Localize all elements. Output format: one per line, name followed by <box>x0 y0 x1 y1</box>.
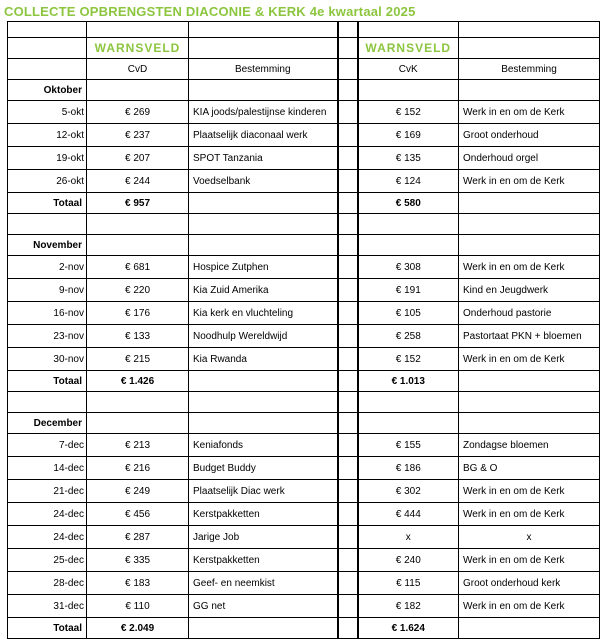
total-row <box>8 618 600 639</box>
cvk-amount: € 152 <box>358 348 459 371</box>
separator-cell <box>338 193 358 214</box>
empty-cell <box>459 193 600 214</box>
table-row <box>8 302 600 325</box>
total-cvd: € 1.426 <box>87 371 189 392</box>
date-cell: 26-okt <box>8 170 87 193</box>
separator-cell <box>338 413 358 434</box>
date-cell: 21-dec <box>8 480 87 503</box>
separator-cell <box>338 124 358 147</box>
cvd-destination: Kia Zuid Amerika <box>189 279 338 302</box>
cvd-amount: € 133 <box>87 325 189 348</box>
cvd-destination: Jarige Job <box>189 526 338 549</box>
cvd-amount: € 456 <box>87 503 189 526</box>
spacer-row <box>8 392 600 413</box>
separator-cell <box>338 279 358 302</box>
cvk-amount: € 169 <box>358 124 459 147</box>
table-row <box>8 526 600 549</box>
cvk-amount: € 186 <box>358 457 459 480</box>
cvk-amount: € 182 <box>358 595 459 618</box>
separator-cell <box>338 101 358 124</box>
cvd-amount: € 215 <box>87 348 189 371</box>
separator-cell <box>338 572 358 595</box>
date-cell: 30-nov <box>8 348 87 371</box>
empty-cell <box>358 235 459 256</box>
cvd-amount: € 110 <box>87 595 189 618</box>
date-cell: 24-dec <box>8 526 87 549</box>
right-location: WARNSVELD <box>358 38 459 59</box>
empty-cell <box>459 413 600 434</box>
cvd-amount: € 207 <box>87 147 189 170</box>
month-label: December <box>8 413 87 434</box>
date-cell: 5-okt <box>8 101 87 124</box>
separator-cell <box>338 348 358 371</box>
table-row <box>8 457 600 480</box>
separator-cell <box>338 618 358 639</box>
cvd-destination: Keniafonds <box>189 434 338 457</box>
table-row <box>8 279 600 302</box>
cvk-destination: Pastortaat PKN + bloemen <box>459 325 600 348</box>
cvd-destination: Noodhulp Wereldwijd <box>189 325 338 348</box>
cvd-amount: € 681 <box>87 256 189 279</box>
cvk-destination: Werk in en om de Kerk <box>459 348 600 371</box>
cvk-destination: x <box>459 526 600 549</box>
empty-cell <box>189 392 338 413</box>
cvd-amount: € 287 <box>87 526 189 549</box>
month-label: November <box>8 235 87 256</box>
header-cvd: CvD <box>87 59 189 80</box>
date-cell: 25-dec <box>8 549 87 572</box>
total-cvk: € 1.624 <box>358 618 459 639</box>
cvd-destination: Plaatselijk Diac werk <box>189 480 338 503</box>
cvk-destination: Werk in en om de Kerk <box>459 170 600 193</box>
cvd-destination: Kerstpakketten <box>189 549 338 572</box>
separator-cell <box>338 371 358 392</box>
separator-cell <box>338 302 358 325</box>
separator-cell <box>338 595 358 618</box>
column-header-row <box>8 59 600 80</box>
total-row <box>8 371 600 392</box>
empty-cell <box>459 392 600 413</box>
month-row <box>8 80 600 101</box>
total-cvk: € 580 <box>358 193 459 214</box>
month-label: Oktober <box>8 80 87 101</box>
top-spacer-row <box>8 22 600 38</box>
empty-cell <box>459 371 600 392</box>
total-label: Totaal <box>8 193 87 214</box>
date-cell: 28-dec <box>8 572 87 595</box>
spacer-row <box>8 214 600 235</box>
separator-cell <box>338 325 358 348</box>
separator-cell <box>338 549 358 572</box>
cvd-destination: Budget Buddy <box>189 457 338 480</box>
separator-cell <box>338 235 358 256</box>
empty-cell <box>459 214 600 235</box>
empty-cell <box>358 80 459 101</box>
table-row <box>8 348 600 371</box>
page-title: COLLECTE OPBRENGSTEN DIACONIE & KERK 4e kwartaal 2025 <box>4 4 416 19</box>
empty-cell <box>87 413 189 434</box>
cvk-destination: Werk in en om de Kerk <box>459 595 600 618</box>
empty-cell <box>189 371 338 392</box>
cvk-amount: € 115 <box>358 572 459 595</box>
empty-cell <box>8 392 87 413</box>
empty-cell <box>87 235 189 256</box>
separator-cell <box>338 480 358 503</box>
header-cvk: CvK <box>358 59 459 80</box>
empty-cell <box>338 214 358 235</box>
cvk-amount: € 124 <box>358 170 459 193</box>
cvk-destination: Werk in en om de Kerk <box>459 503 600 526</box>
empty-cell <box>87 392 189 413</box>
cvk-destination: Werk in en om de Kerk <box>459 480 600 503</box>
cvd-amount: € 244 <box>87 170 189 193</box>
cvk-amount: € 444 <box>358 503 459 526</box>
cvk-destination: Onderhoud pastorie <box>459 302 600 325</box>
empty-cell <box>8 214 87 235</box>
cvd-amount: € 335 <box>87 549 189 572</box>
cvd-amount: € 269 <box>87 101 189 124</box>
total-cvd: € 2.049 <box>87 618 189 639</box>
table-row <box>8 256 600 279</box>
separator-cell <box>338 526 358 549</box>
empty-cell <box>459 235 600 256</box>
cvk-amount: x <box>358 526 459 549</box>
separator-cell <box>338 147 358 170</box>
cvk-destination: Werk in en om de Kerk <box>459 101 600 124</box>
cvk-destination: Onderhoud orgel <box>459 147 600 170</box>
separator-cell <box>338 457 358 480</box>
cvk-destination: Werk in en om de Kerk <box>459 549 600 572</box>
empty-cell <box>87 80 189 101</box>
cvd-destination: Kerstpakketten <box>189 503 338 526</box>
total-label: Totaal <box>8 618 87 639</box>
cvd-amount: € 216 <box>87 457 189 480</box>
left-location: WARNSVELD <box>87 38 189 59</box>
empty-cell <box>87 214 189 235</box>
total-label: Totaal <box>8 371 87 392</box>
date-cell: 7-dec <box>8 434 87 457</box>
cvd-destination: Kia kerk en vluchteling <box>189 302 338 325</box>
cvd-destination: GG net <box>189 595 338 618</box>
empty-cell <box>189 80 338 101</box>
cvd-amount: € 213 <box>87 434 189 457</box>
cvk-amount: € 135 <box>358 147 459 170</box>
empty-cell <box>358 214 459 235</box>
table-row <box>8 480 600 503</box>
table-row <box>8 595 600 618</box>
cvd-amount: € 220 <box>87 279 189 302</box>
separator-cell <box>338 256 358 279</box>
cvd-amount: € 237 <box>87 124 189 147</box>
empty-cell <box>338 392 358 413</box>
cvk-destination: Zondagse bloemen <box>459 434 600 457</box>
cvd-amount: € 183 <box>87 572 189 595</box>
cvk-amount: € 240 <box>358 549 459 572</box>
table-row <box>8 101 600 124</box>
header-left-destination: Bestemming <box>189 59 338 80</box>
date-cell: 23-nov <box>8 325 87 348</box>
cvd-amount: € 176 <box>87 302 189 325</box>
table-row <box>8 434 600 457</box>
cvd-destination: Kia Rwanda <box>189 348 338 371</box>
cvk-amount: € 258 <box>358 325 459 348</box>
table-row <box>8 572 600 595</box>
table-row <box>8 503 600 526</box>
header-right-destination: Bestemming <box>459 59 600 80</box>
cvk-amount: € 191 <box>358 279 459 302</box>
month-row <box>8 413 600 434</box>
cvk-destination: Groot onderhoud <box>459 124 600 147</box>
empty-cell <box>189 235 338 256</box>
empty-cell <box>358 413 459 434</box>
cvk-destination: Groot onderhoud kerk <box>459 572 600 595</box>
cvk-amount: € 155 <box>358 434 459 457</box>
cvk-destination: Kind en Jeugdwerk <box>459 279 600 302</box>
separator-cell <box>338 170 358 193</box>
cvd-destination: SPOT Tanzania <box>189 147 338 170</box>
cvd-destination: Voedselbank <box>189 170 338 193</box>
total-cvd: € 957 <box>87 193 189 214</box>
date-cell: 19-okt <box>8 147 87 170</box>
date-cell: 24-dec <box>8 503 87 526</box>
cvd-destination: Hospice Zutphen <box>189 256 338 279</box>
cvk-amount: € 152 <box>358 101 459 124</box>
cvk-amount: € 105 <box>358 302 459 325</box>
table-row <box>8 170 600 193</box>
empty-cell <box>189 193 338 214</box>
separator-cell <box>338 434 358 457</box>
cvk-amount: € 308 <box>358 256 459 279</box>
month-row <box>8 235 600 256</box>
empty-cell <box>459 618 600 639</box>
date-cell: 16-nov <box>8 302 87 325</box>
cvd-destination: Geef- en neemkist <box>189 572 338 595</box>
empty-cell <box>459 80 600 101</box>
date-cell: 9-nov <box>8 279 87 302</box>
table-row <box>8 325 600 348</box>
empty-cell <box>358 392 459 413</box>
total-cvk: € 1.013 <box>358 371 459 392</box>
cvk-destination: Werk in en om de Kerk <box>459 256 600 279</box>
location-row <box>8 38 600 59</box>
date-cell: 12-okt <box>8 124 87 147</box>
cvd-destination: KIA joods/palestijnse kinderen <box>189 101 338 124</box>
empty-cell <box>189 618 338 639</box>
table-row <box>8 549 600 572</box>
cvk-amount: € 302 <box>358 480 459 503</box>
table-row <box>8 147 600 170</box>
separator-cell <box>338 80 358 101</box>
total-row <box>8 193 600 214</box>
date-cell: 2-nov <box>8 256 87 279</box>
collection-table <box>7 21 600 639</box>
date-cell: 31-dec <box>8 595 87 618</box>
date-cell: 14-dec <box>8 457 87 480</box>
cvd-amount: € 249 <box>87 480 189 503</box>
table-row <box>8 124 600 147</box>
cvd-destination: Plaatselijk diaconaal werk <box>189 124 338 147</box>
cvk-destination: BG & O <box>459 457 600 480</box>
empty-cell <box>189 214 338 235</box>
empty-cell <box>189 413 338 434</box>
separator-cell <box>338 503 358 526</box>
